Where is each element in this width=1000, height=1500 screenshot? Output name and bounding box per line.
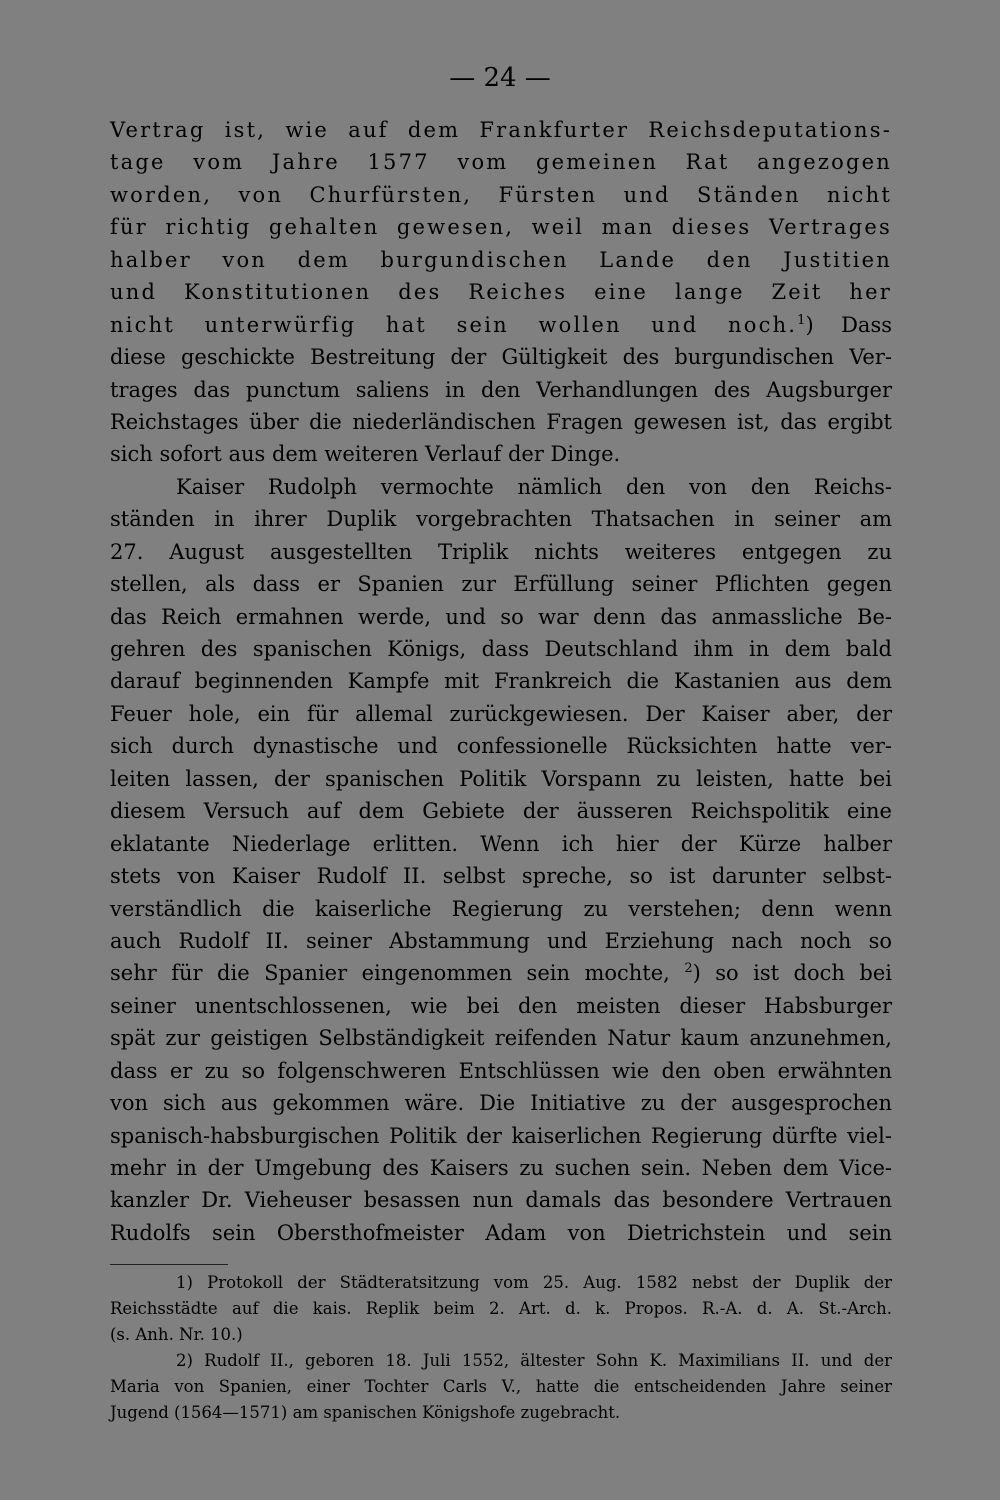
text-segment: ) so ist doch bei (692, 961, 892, 986)
footnote-line: 1) Protokoll der Städteratsitzung vom 25. Aug. 1582 nebst der Duplik der (176, 1273, 892, 1292)
text-line-with-note (110, 957, 892, 989)
text-line: Feuer hole, ein für allemal zurückgewiesen. Der Kaiser aber, der (110, 701, 892, 726)
text-segment: sehr für die Spanier eingenommen sein mochte, (110, 961, 670, 986)
text-segment: ) Dass (805, 312, 892, 337)
text-line: ständen in ihrer Duplik vorgebrachten Thatsachen in seiner am (110, 507, 892, 532)
text-line: eklatante Niederlage erlitten. Wenn ich hier der Kürze halber (110, 831, 892, 856)
footnote-line: Jugend (1564—1571) am spanischen Königshofe zugebracht. (110, 1403, 621, 1422)
footnotes (110, 1270, 892, 1426)
text-line: sich durch dynastische und confessionelle Rücksichten hatte ver- (110, 734, 892, 759)
page-number: — 24 — (449, 63, 551, 93)
text-line: das Reich ermahnen werde, und so war denn das anmassliche Be- (110, 604, 892, 629)
text-line: kanzler Dr. Vieheuser besassen nun damals das besondere Vertrauen (110, 1188, 892, 1213)
text-line-with-note (110, 309, 892, 341)
footnote-marker: 2 (684, 961, 693, 977)
footnote-line: Maria von Spanien, einer Tochter Carls V., hatte die entscheidenden Jahre seiner (110, 1377, 892, 1396)
text-line: mehr in der Umgebung des Kaisers zu suchen sein. Neben dem Vice- (110, 1156, 892, 1180)
text-line: worden, von Churfürsten, Fürsten und Ständen nicht (110, 182, 892, 207)
main-text (110, 114, 892, 1249)
text-line: Rudolfs sein Obersthofmeister Adam von Dietrichstein und sein (110, 1220, 892, 1245)
text-line: trages das punctum saliens in den Verhandlungen des Augsburger (110, 377, 892, 402)
text-line: und Konstitutionen des Reiches eine lange Zeit her (110, 280, 892, 305)
footnote-line: 2) Rudolf II., geboren 18. Juli 1552, ältester Sohn K. Maximilians II. und der (176, 1351, 892, 1370)
paragraph-start-line: Kaiser Rudolph vermochte nämlich den von den Reichs- (176, 474, 892, 499)
text-line: für richtig gehalten gewesen, weil man dieses Vertrages (110, 215, 892, 240)
footnote-line: (s. Anh. Nr. 10.) (110, 1325, 243, 1344)
text-line: verständlich die kaiserliche Regierung zu verstehen; denn wenn (110, 896, 892, 921)
text-line: auch Rudolf II. seiner Abstammung und Erziehung nach noch so (110, 928, 892, 953)
text-line: tage vom Jahre 1577 vom gemeinen Rat angezogen (110, 150, 892, 175)
footnote-line: Reichsstädte auf die kais. Replik beim 2. Art. d. k. Propos. R.-A. d. A. St.-Arch. (110, 1299, 892, 1318)
text-line: spät zur geistigen Selbständigkeit reifenden Natur kaum anzunehmen, (110, 1026, 892, 1051)
text-line: spanisch-habsburgischen Politik der kaiserlichen Regierung dürfte viel- (110, 1123, 892, 1148)
text-line: leiten lassen, der spanischen Politik Vorspann zu leisten, hatte bei (110, 766, 892, 791)
text-line: 27. August ausgestellten Triplik nichts weiteres entgegen zu (110, 539, 892, 564)
text-segment: nicht unterwürfig hat sein wollen und noch. (110, 312, 798, 337)
footnote-divider (110, 1264, 228, 1265)
text-line: halber von dem burgundischen Lande den Justitien (110, 247, 892, 272)
text-line: stets von Kaiser Rudolf II. selbst spreche, so ist darunter selbst- (110, 864, 892, 889)
text-line: stellen, als dass er Spanien zur Erfüllung seiner Pflichten gegen (110, 572, 892, 597)
text-line: diese geschickte Bestreitung der Gültigkeit des burgundischen Ver- (110, 345, 892, 370)
text-line: seiner unentschlossenen, wie bei den meisten dieser Habsburger (110, 993, 892, 1018)
text-line: Vertrag ist, wie auf dem Frankfurter Reichsdeputations- (110, 118, 892, 142)
footnote-marker: 1 (797, 312, 806, 328)
text-line: gehren des spanischen Königs, dass Deutschland ihm in dem bald (110, 637, 892, 661)
text-line: diesem Versuch auf dem Gebiete der äusseren Reichspolitik eine (110, 799, 892, 824)
text-line: von sich aus gekommen wäre. Die Initiative zu der ausgesprochen (110, 1091, 892, 1116)
text-line: sich sofort aus dem weiteren Verlauf der Dinge. (110, 442, 621, 467)
text-line: darauf beginnenden Kampfe mit Frankreich die Kastanien aus dem (110, 669, 892, 694)
text-line: dass er zu so folgenschweren Entschlüssen wie den oben erwähnten (110, 1058, 892, 1083)
text-line: Reichstages über die niederländischen Fragen gewesen ist, das ergibt (110, 409, 892, 434)
